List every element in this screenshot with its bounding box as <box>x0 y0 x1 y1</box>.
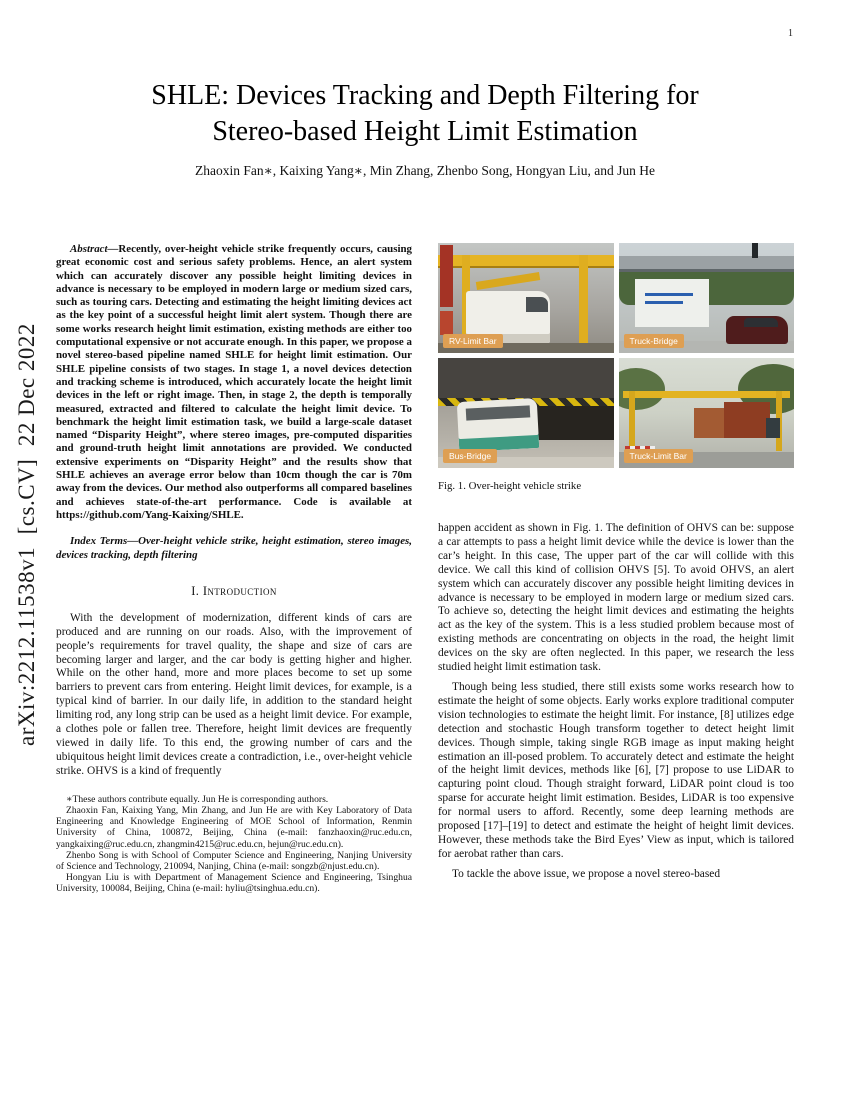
limit-bar-beam <box>623 391 791 398</box>
paper-title-line2: Stereo-based Height Limit Estimation <box>212 116 638 148</box>
truck-container <box>724 402 770 438</box>
two-column-body <box>56 243 794 895</box>
index-terms-text: Over-height vehicle strike, height estimation, stereo images, devices tracking, depth filtering <box>56 535 412 561</box>
red-banner <box>440 311 453 335</box>
truck-cab <box>766 418 780 438</box>
body-paragraph: To tackle the above issue, we propose a novel stereo-based <box>452 867 721 880</box>
footnote: Zhenbo Song is with School of Computer Science and Engineering, Nanjing University of Science and Technology, 210094, Nanjing, China (e-mail: songzb@njust.edu.cn). <box>56 849 412 872</box>
traffic-signal <box>752 243 758 258</box>
authors-line: Zhaoxin Fan∗, Kaixing Yang∗, Min Zhang, Zhenbo Song, Hongyan Liu, and Jun He <box>194 163 656 178</box>
photo-bus-bridge <box>438 358 614 468</box>
footnote: Zhaoxin Fan, Kaixing Yang, Min Zhang, and Jun He are with Key Laboratory of Data Engineering and Knowledge Engineering of MOE School of Information, Renmin University of China, 100872, Beijing, China (e-mail: fanzhaoxin@ruc.edu.cn, yangkaixing@ruc.edu.cn, zhangmin4215@ruc.edu.cn, hejun@ruc.edu.cn). <box>56 804 412 850</box>
photo-label-badge: Bus-Bridge <box>443 449 497 464</box>
page-number: 1 <box>788 28 793 39</box>
truck-text-line <box>645 293 693 296</box>
index-terms-lead: Index Terms— <box>70 535 139 548</box>
abstract-text: Recently, over-height vehicle strike frequently occurs, causing great economic cost and serious safety problems. Hence, an alert system which can accurately discover any possible height limiting devices in advance is necessary to be employed in modern large or medium sized cars, such as touring cars. Detecting and estimating the height limiting devices act as the key point of a successful height limit alert system. Though there are some works research height limit estimation, existing methods are either too computational expensive or not accurate enough. In this paper, we propose a novel stereo-based pipeline named SHLE for height limit estimation. Our SHLE pipeline consists of two stages. In stage 1, a novel devices detection and tracking scheme is introduced, which accurately locate the height limit devices in the left or right image. Then, in stage 2, the depth is temporally measured, extracted and filtered to calculate the height limit device. To benchmark the height limit estimation task, we build a large-scale dataset named “Disparity Height”, where stereo images, pre-computed disparities and ground-truth height limit annotations are provided. We conducted extensive experiments on “Disparity Height” and the results show that SHLE achieves an average error below than 10cm though the car is 70m away from the devices. Our method also outperforms all compared baselines and achieves state-of-the-art performance. Code is available at https://github.com/Yang-Kaixing/SHLE. <box>56 243 412 521</box>
fallen-bar-debris <box>476 272 540 290</box>
abstract-paragraph <box>56 243 412 522</box>
left-column <box>56 243 412 895</box>
introduction-paragraph: With the development of modernization, different kinds of cars are produced and are running on our roads. Also, with the improvement of people’s requirements for travel quality, the shape and size of cars are becoming larger and larger, and the car body is getting higher and higher. While on the other hand, more and more places become to set up some barriers to prevent cars from entering. Height limit devices, for example, is a typical kind of barrier. In our daily life, in addition to the standard height limiting rod, any long strip can be used as a height limit device. For example, a clothes pole or fallen tree. Therefore, height limit devices are frequently viewed in daily life. To this end, the growing number of cars and the ubiquitous height limit devices create a contradiction, i.e., over-height vehicle strike. OHVS is a kind of frequently <box>56 611 412 777</box>
photo-truck-bridge <box>619 243 795 353</box>
limit-bar-pole <box>579 255 588 353</box>
footnote: ∗These authors contribute equally. Jun He is corresponding authors. <box>66 793 329 805</box>
body-paragraph: Though being less studied, there still exists some works research how to estimate the height of some objects. Early works explore traditional computer vision technologies to estimate the height limit. For instance, [8] utilizes edge detection and stochastic Hough transform together to detect height limit devices. Though simple, taking single RGB image as input making height estimation an ill-posed problem. To accurately detect and estimate the height of the height limit devices, methods like [6], [7] propose to use LiDAR to capturing point cloud. Though straight forward, LiDAR point cloud is too sparse for accurate height limit estimation. Besides, LiDAR is too expensive for normal users to afford. Recently, some deep learning methods are proposed [17]–[19] to detect and estimate the height of height limit devices. However, these methods take the Bird Eyes’ View as input, which is tailored for aerobat rather than cars. <box>438 680 794 860</box>
footnote: Hongyan Liu is with Department of Management Science and Engineering, Tsinghua University, 100084, Beijing, China (e-mail: hyliu@tsinghua.edu.cn). <box>56 872 412 895</box>
photo-label-badge: Truck-Limit Bar <box>624 449 693 464</box>
truck-text-line <box>645 301 683 304</box>
photo-label-badge: Truck-Bridge <box>624 334 684 349</box>
red-banner <box>440 245 453 307</box>
footnotes-block <box>56 794 412 895</box>
car-window <box>744 318 778 327</box>
bridge-beam <box>619 256 795 269</box>
paper-title-line1: SHLE: Devices Tracking and Depth Filtering for <box>151 80 699 111</box>
paper-title <box>60 78 790 151</box>
index-terms-paragraph <box>56 535 412 562</box>
rv-windshield <box>526 297 548 312</box>
trees <box>619 368 665 410</box>
photo-truck-limit-bar <box>619 358 795 468</box>
figure-1-grid <box>438 243 794 468</box>
figure-1 <box>438 243 794 492</box>
arxiv-watermark: arXiv:2212.11538v1 [cs.CV] 22 Dec 2022 <box>14 323 39 747</box>
body-paragraph: happen accident as shown in Fig. 1. The definition of OHVS can be: suppose a car attempts to pass a height limit device while the device is lower than the car’s height. In this case, The upper part of the car will collide with this device. We call this kind of collision OHVS [5]. To avoid OHVS, an alert system which can accurately discover any possible height limiting devices in advance is necessary to be employed in modern large or medium sized cars. To achieve so, detecting the height limit devices and estimating the heights act as the key of the system. This is a less studied problem because most of existing methods are concentrating on objects in the road, the height limit devices on the sky are often neglected. In this paper, we research the less studied height limit estimation task. <box>438 522 794 674</box>
photo-label-badge: RV-Limit Bar <box>443 334 503 349</box>
figure-caption: Fig. 1. Over-height vehicle strike <box>438 480 582 492</box>
right-column <box>438 243 794 895</box>
limit-bar-pole <box>629 391 635 451</box>
abstract-lead: Abstract— <box>70 243 119 255</box>
photo-rv-limit-bar <box>438 243 614 353</box>
section-heading-introduction: I. Introduction <box>191 583 277 598</box>
